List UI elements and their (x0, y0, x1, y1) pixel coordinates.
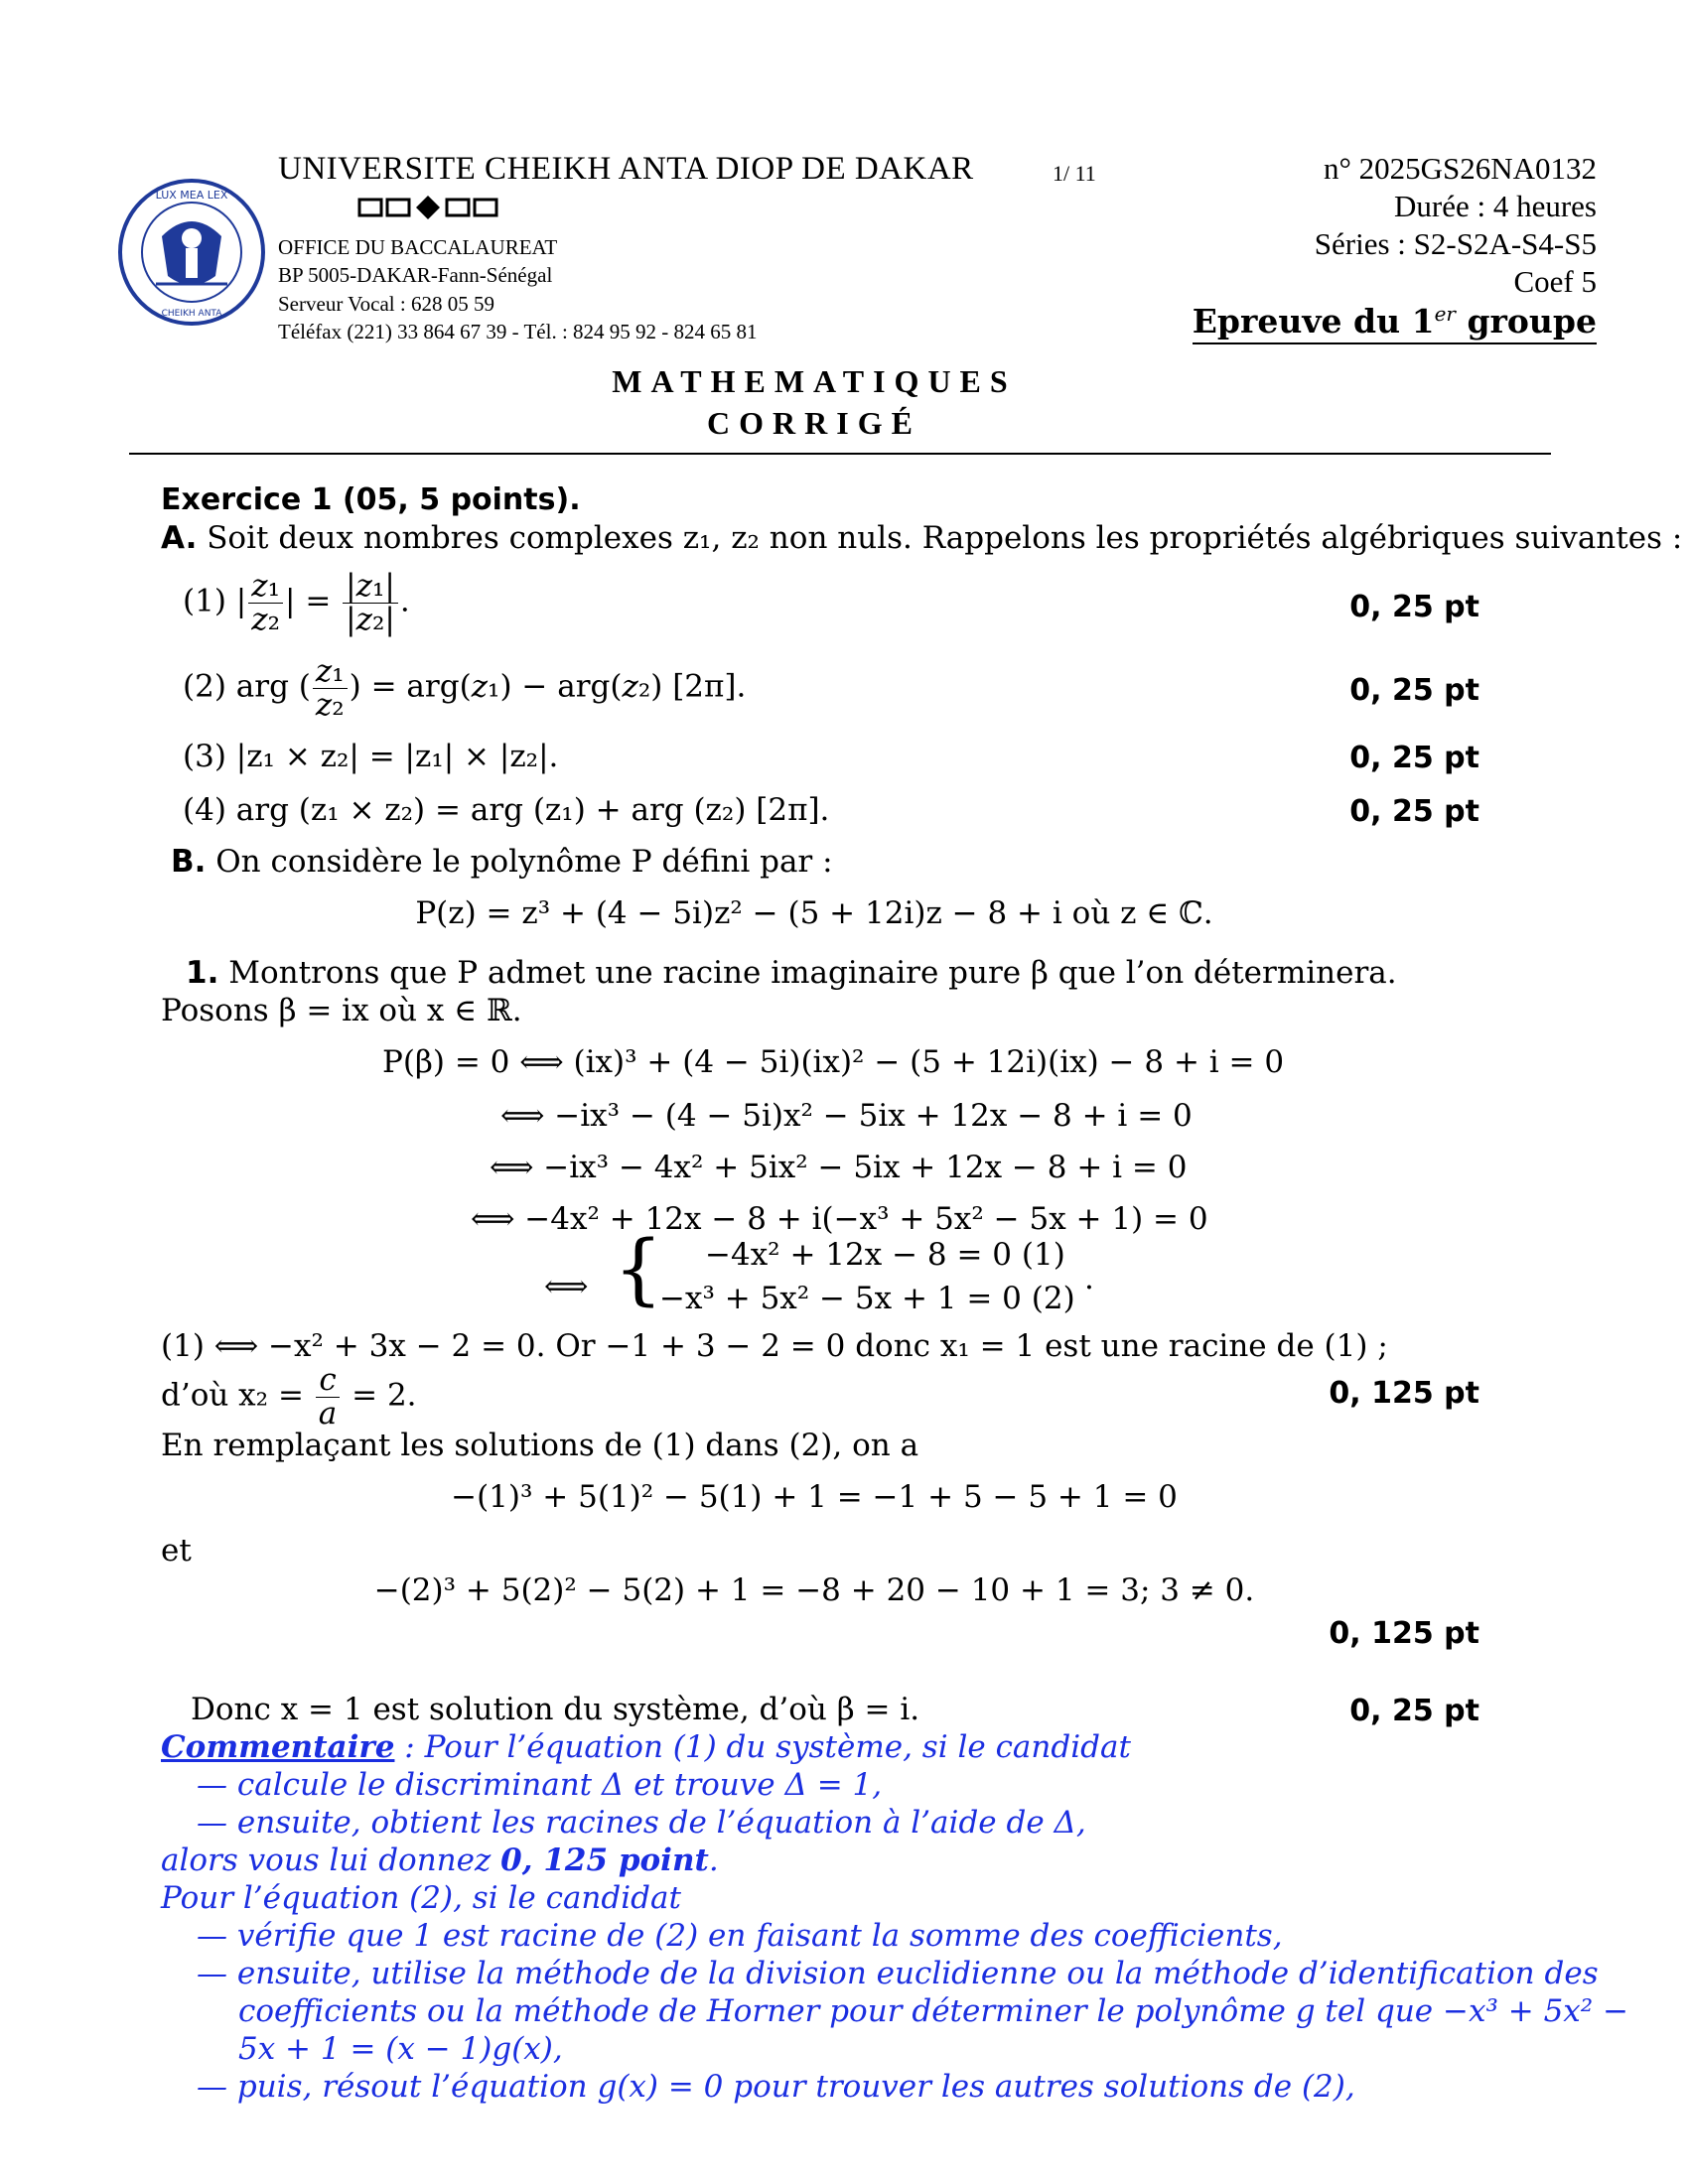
svg-text:LUX MEA LEX: LUX MEA LEX (155, 189, 228, 202)
exam-series: Séries : S2-S2A-S4-S5 (1314, 226, 1597, 261)
et-word: et (161, 1533, 192, 1569)
equation-1-solution: (1) ⟺ −x² + 3x − 2 = 0. Or −1 + 3 − 2 = 0 donc x₁ = 1 est une racine de (1) ; (161, 1328, 1388, 1364)
points-conclusion: 0, 25 pt (1349, 1694, 1479, 1728)
exam-coef: Coef 5 (1513, 264, 1597, 299)
points-prop-4: 0, 25 pt (1349, 794, 1479, 829)
property-2: (2) arg ( $\frac{\text{z₁}}{\text{z₂}}$ ) = arg(z₁) − arg(z₂) [2π]. (183, 653, 747, 723)
system-equation-2: −x³ + 5x² − 5x + 1 = 0 (2) (659, 1281, 1075, 1316)
system-end: . (1084, 1261, 1094, 1297)
system-equation-1: −4x² + 12x − 8 = 0 (1) (705, 1237, 1065, 1273)
page-number: 1/ 11 (1053, 161, 1096, 186)
header-divider (129, 453, 1551, 455)
property-4: (4) arg (z₁ × z₂) = arg (z₁) + arg (z₂) [2π]. (183, 792, 830, 828)
equation-step-4: ⟺ −4x² + 12x − 8 + i(−x³ + 5x² − 5x + 1) = 0 (471, 1201, 1208, 1237)
system-equivalence: ⟺ (544, 1269, 589, 1304)
office-address: BP 5005-DAKAR-Fann-Sénégal (278, 263, 553, 287)
replacement-text: En remplaçant les solutions de (1) dans (2), on a (161, 1428, 919, 1463)
points-calc: 0, 125 pt (1329, 1616, 1479, 1651)
points-x2: 0, 125 pt (1329, 1376, 1479, 1411)
commentary-item-4: — ensuite, utilise la méthode de la division euclidienne ou la méthode d’identification des (197, 1956, 1599, 1991)
commentary-item-1: — calcule le discriminant Δ et trouve Δ = 1, (197, 1767, 883, 1803)
calc-x1: −(1)³ + 5(1)² − 5(1) + 1 = −1 + 5 − 5 + 1 = 0 (451, 1479, 1178, 1515)
commentary-eq2-intro: Pour l’équation (2), si le candidat (161, 1880, 681, 1916)
equation-step-3: ⟺ −ix³ − 4x² + 5ix² − 5ix + 12x − 8 + i = 0 (490, 1150, 1188, 1185)
office-name: OFFICE DU BACCALAUREAT (278, 235, 558, 259)
office-phone: Téléfax (221) 33 864 67 39 - Tél. : 824 95 92 - 824 65 81 (278, 320, 758, 343)
commentary-item-4-end: 5x + 1 = (x − 1)g(x), (238, 2031, 563, 2067)
calc-x2: −(2)³ + 5(2)² − 5(2) + 1 = −8 + 20 − 10 + 1 = 3; 3 ≠ 0. (373, 1572, 1255, 1608)
exam-duration: Durée : 4 heures (1394, 189, 1597, 223)
x2-solution: d’où x₂ = $\frac{c}{a}$ = 2. (161, 1362, 417, 1432)
conclusion-line: Donc x = 1 est solution du système, d’où β = i. (191, 1692, 920, 1727)
commentary-intro: Commentaire : Pour l’équation (1) du système, si le candidat (161, 1729, 1131, 1765)
exercise-heading: Exercice 1 (05, 5 points). (161, 482, 581, 517)
points-prop-1: 0, 25 pt (1349, 590, 1479, 624)
subject-title: MATHEMATIQUES (612, 363, 1017, 399)
property-1: (1) | $\frac{\text{z₁}}{\text{z₂}}$ | = $\frac{\text{|z₁|}}{\text{|z₂|}}$ . (183, 568, 410, 637)
part-a-intro: A. Soit deux nombres complexes z₁, z₂ non nuls. Rappelons les propriétés algébriques suivantes : (161, 520, 1683, 556)
commentary-item-3: — vérifie que 1 est racine de (2) en faisant la somme des coefficients, (197, 1918, 1283, 1954)
property-3: (3) |z₁ × z₂| = |z₁| × |z₂|. (183, 739, 559, 774)
equation-step-2: ⟺ −ix³ − (4 − 5i)x² − 5ix + 12x − 8 + i = 0 (500, 1098, 1193, 1134)
equation-step-1: P(β) = 0 ⟺ (ix)³ + (4 − 5i)(ix)² − (5 + 12i)(ix) − 8 + i = 0 (382, 1044, 1285, 1080)
question-1: 1. Montrons que P admet une racine imaginaire pure β que l’on déterminera. (186, 955, 1397, 991)
posons-line: Posons β = ix où x ∈ ℝ. (161, 993, 522, 1028)
points-prop-3: 0, 25 pt (1349, 741, 1479, 775)
points-prop-2: 0, 25 pt (1349, 673, 1479, 708)
university-logo (116, 177, 267, 328)
commentary-item-4-cont: coefficients ou la méthode de Horner pour déterminer le polynôme g tel que −x³ + 5x² − (238, 1993, 1629, 2029)
university-name: UNIVERSITE CHEIKH ANTA DIOP DE DAKAR (278, 151, 974, 187)
part-b-intro: B. On considère le polynôme P défini par : (171, 844, 833, 880)
exam-group: Epreuve du 1er groupe (1193, 302, 1597, 344)
commentary-item-2: — ensuite, obtient les racines de l’équation à l’aide de Δ, (197, 1805, 1086, 1841)
office-vocal: Serveur Vocal : 628 05 59 (278, 292, 494, 316)
commentary-points: alors vous lui donnez 0, 125 point. (161, 1843, 719, 1878)
svg-text:CHEIKH ANTA: CHEIKH ANTA (161, 309, 222, 319)
commentary-item-5: — puis, résout l’équation g(x) = 0 pour trouver les autres solutions de (2), (197, 2069, 1355, 2105)
exam-code: n° 2025GS26NA0132 (1323, 151, 1597, 186)
polynomial-definition: P(z) = z³ + (4 − 5i)z² − (5 + 12i)z − 8 + i où z ∈ ℂ. (415, 895, 1213, 931)
ornament-icon (357, 195, 498, 224)
subject-subtitle: CORRIGÉ (707, 405, 921, 441)
system-brace: { (614, 1225, 663, 1314)
